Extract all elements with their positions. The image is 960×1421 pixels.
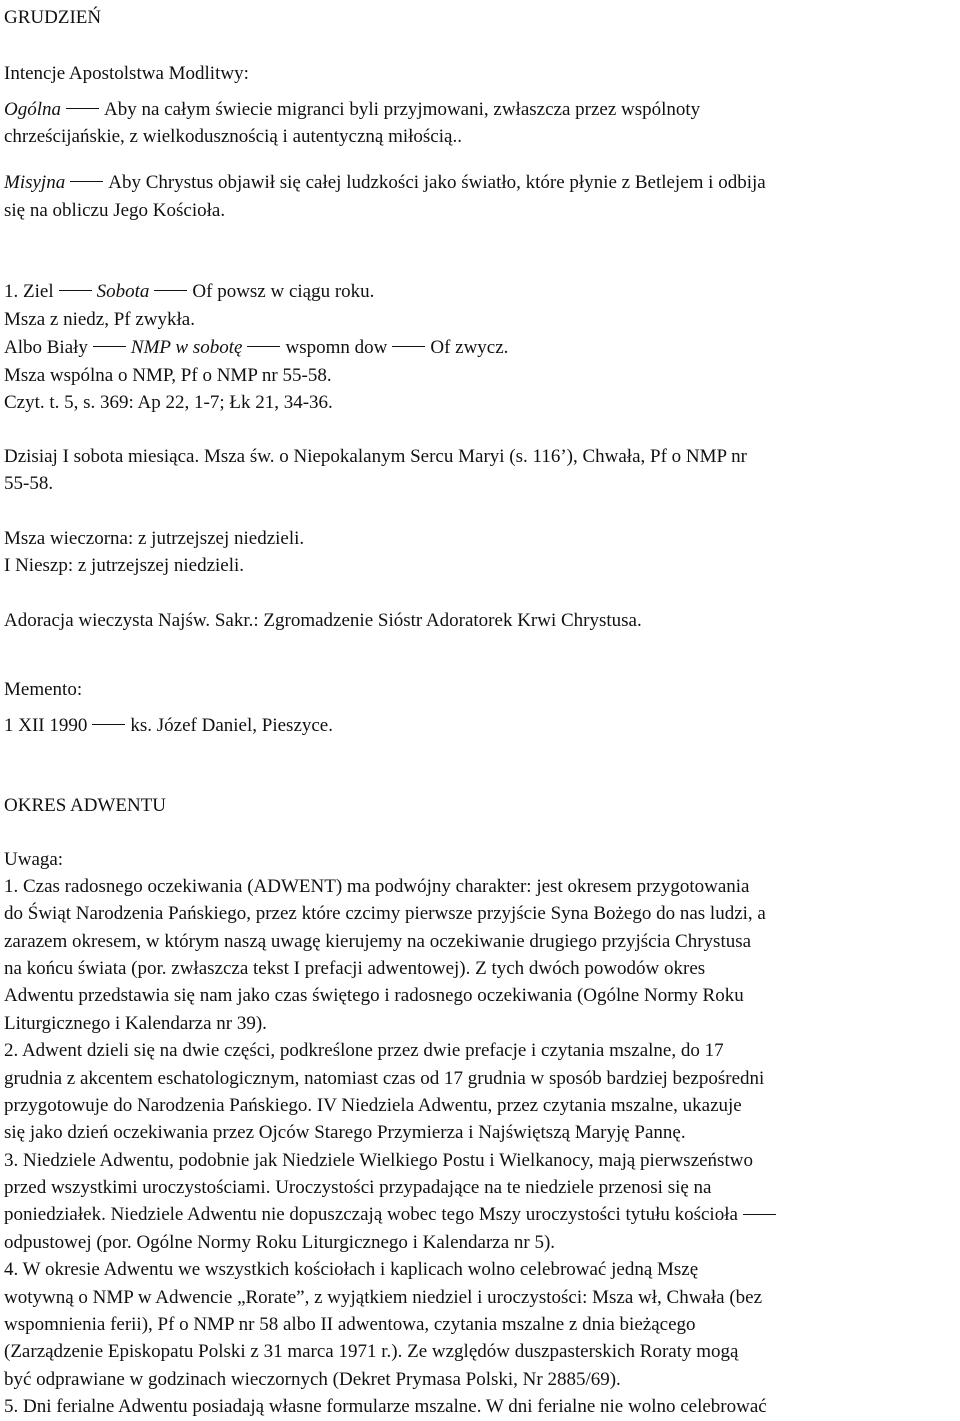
- albo-text: Albo Biały: [4, 337, 88, 358]
- misyjna-text-1: Aby Chrystus objawił się całej ludzkości jako światło, które płynie z Betlejem i odbija: [108, 172, 766, 193]
- uwaga-line: Liturgicznego i Kalendarza nr 39).: [4, 1012, 267, 1034]
- uwaga-line: Adwentu przedstawia się nam jako czas świętego i radosnego oczekiwania (Ogólne Normy Roku: [4, 985, 744, 1007]
- uwaga-line: przygotowuje do Narodzenia Pańskiego. IV Niedziela Adwentu, przez czytania mszalne, ukazuje: [4, 1094, 742, 1116]
- day1-albo: [4, 338, 508, 357]
- em-dash: [743, 1214, 776, 1215]
- uwaga-line: się jako dzień oczekiwania przez Ojców Starego Przymierza i Najświętszą Maryję Pannę.: [4, 1122, 686, 1144]
- em-dash: [66, 108, 99, 109]
- month-heading: GRUDZIEŃ: [4, 7, 102, 28]
- em-dash: [93, 346, 126, 347]
- em-dash: [392, 346, 425, 347]
- uwaga-line: przed wszystkimi uroczystościami. Uroczystości przypadające na te niedziele przenosi się na: [4, 1177, 712, 1199]
- em-dash: [59, 290, 92, 291]
- em-dash: [70, 181, 103, 182]
- memento-label: Memento:: [4, 679, 83, 700]
- uwaga-line: wspomnienia ferii), Pf o NMP nr 58 albo II adwentowa, czytania mszalne z dnia bieżącego: [4, 1313, 696, 1335]
- ogolna-text-1: Aby na całym świecie migranci byli przyjmowani, zwłaszcza przez wspólnoty: [104, 99, 701, 120]
- day1-czyt: Czyt. t. 5, s. 369: Ap 22, 1-7; Łk 21, 34-36.: [4, 392, 333, 413]
- uwaga-line: grudnia z akcentem eschatologicznym, natomiast czas od 17 grudnia w sposób bardziej bezpośredni: [4, 1067, 765, 1089]
- memento-name: ks. Józef Daniel, Pieszyce.: [130, 715, 333, 736]
- uwaga-line: 5. Dni ferialne Adwentu posiadają własne formularze mszalne. W dni ferialne nie wolno celebrować: [4, 1396, 767, 1418]
- uwaga-line: zarazem okresem, w którym naszą uwagę kierujemy na oczekiwanie drugiego przyjścia Chrystusa: [4, 930, 752, 952]
- uwaga-line: do Świąt Narodzenia Pańskiego, przez które czcimy pierwsze przyjście Syna Bożego do nas ludzi, a: [4, 903, 766, 925]
- uwaga-label: Uwaga:: [4, 849, 64, 870]
- day1-msza: Msza z niedz, Pf zwykła.: [4, 309, 195, 330]
- uwaga-line: 3. Niedziele Adwentu, podobnie jak Niedziele Wielkiego Postu i Wielkanocy, mają pierwszeństwo: [4, 1149, 753, 1171]
- uwaga-line: na końcu świata (por. zwłaszcza tekst I prefacji adwentowej). Z tych dwóch powodów okres: [4, 958, 706, 980]
- day1-wspolna: Msza wspólna o NMP, Pf o NMP nr 55-58.: [4, 365, 332, 386]
- uwaga-line: 4. W okresie Adwentu we wszystkich kościołach i kaplicach wolno celebrować jedną Mszę: [4, 1259, 699, 1281]
- uwaga-line: odpustowej (por. Ogólne Normy Roku Liturgicznego i Kalendarza nr 5).: [4, 1231, 556, 1253]
- ogolna-line-2: chrześcijańskie, z wielkodusznością i autentyczną miłością..: [4, 126, 462, 147]
- misyjna-line-2: się na obliczu Jego Kościoła.: [4, 200, 226, 221]
- memento-entry: [4, 716, 333, 735]
- em-dash: [92, 724, 125, 725]
- uwaga-line: być odprawiane w godzinach wieczornych (Dekret Prymasa Polski, Nr 2885/69).: [4, 1368, 621, 1390]
- intencje-label: Intencje Apostolstwa Modlitwy:: [4, 63, 249, 84]
- day1-adoracja: Adoracja wieczysta Najśw. Sakr.: Zgromadzenie Sióstr Adoratorek Krwi Chrystusa.: [4, 610, 642, 631]
- ogolna-line-1: [4, 100, 700, 119]
- of-zwycz-text: Of zwycz.: [430, 337, 509, 358]
- day-office: Of powsz w ciągu roku.: [192, 281, 375, 302]
- day1-dzisiaj-2: 55-58.: [4, 473, 54, 494]
- misyjna-line-1: [4, 173, 766, 192]
- uwaga-line: 2. Adwent dzieli się na dwie części, podkreślone przez dwie prefacje i czytania mszalne, do 17: [4, 1040, 724, 1062]
- nmp-text: NMP w sobotę: [130, 337, 243, 358]
- day-sobota: Sobota: [96, 281, 150, 302]
- day1-wieczorna: Msza wieczorna: z jutrzejszej niedzieli.: [4, 528, 305, 549]
- day1-dzisiaj-1: Dzisiaj I sobota miesiąca. Msza św. o Niepokalanym Sercu Maryi (s. 116’), Chwała, Pf o NMP nr: [4, 446, 747, 467]
- em-dash: [154, 290, 187, 291]
- section-heading: OKRES ADWENTU: [4, 795, 167, 816]
- misyjna-label: Misyjna: [4, 172, 66, 193]
- uwaga-line: (Zarządzenie Episkopatu Polski z 31 marca 1971 r.). Ze względów duszpasterskich Roraty mogą: [4, 1341, 739, 1363]
- day1-nieszp: I Nieszp: z jutrzejszej niedzieli.: [4, 555, 245, 576]
- uwaga-line: wotywną o NMP w Adwencie „Rorate”, z wyjątkiem niedziel i uroczystości: Msza wł, Chwała (bez: [4, 1286, 763, 1308]
- day-number: 1. Ziel: [4, 281, 54, 302]
- uwaga-line: 1. Czas radosnego oczekiwania (ADWENT) ma podwójny charakter: jest okresem przygotowania: [4, 876, 750, 897]
- day1-heading: [4, 282, 374, 301]
- uwaga-line: poniedziałek. Niedziele Adwentu nie dopuszczają wobec tego Mszy uroczystości tytułu kościoła: [4, 1205, 781, 1224]
- memento-date: 1 XII 1990: [4, 715, 88, 736]
- ogolna-label: Ogólna: [4, 99, 61, 120]
- wspomn-text: wspomn dow: [285, 337, 388, 358]
- em-dash: [247, 346, 280, 347]
